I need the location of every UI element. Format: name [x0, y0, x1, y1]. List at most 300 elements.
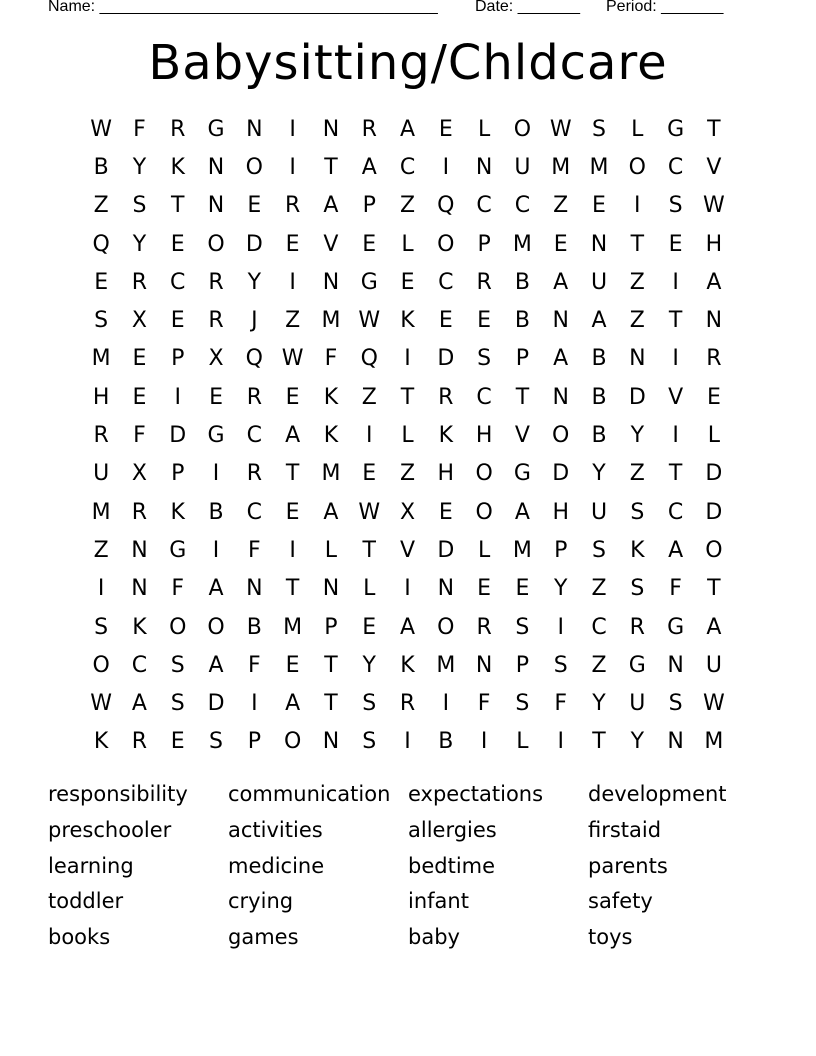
- grid-letter: M: [321, 461, 341, 487]
- grid-letter: T: [400, 384, 415, 410]
- grid-letter: N: [207, 193, 225, 219]
- grid-letter: T: [515, 384, 530, 410]
- worksheet-header: [48, 0, 748, 20]
- grid-letter: N: [552, 308, 569, 334]
- grid-letter: S: [94, 308, 109, 334]
- grid-letter: T: [707, 576, 721, 602]
- grid-letter: P: [324, 614, 338, 640]
- grid-letter: O: [475, 461, 493, 487]
- grid-letter: L: [477, 116, 491, 142]
- grid-letter: B: [591, 423, 607, 449]
- grid-letter: K: [400, 308, 415, 334]
- grid-letter: R: [476, 614, 492, 640]
- word-list-item: preschooler: [48, 817, 172, 842]
- grid-letter: U: [705, 652, 722, 678]
- grid-letter: V: [706, 154, 722, 180]
- grid-letter: O: [92, 652, 110, 678]
- grid-letter: W: [358, 308, 381, 334]
- grid-letter: G: [513, 461, 531, 487]
- word-list-item: expectations: [408, 782, 544, 806]
- grid-letter: U: [629, 691, 646, 717]
- grid-letter: D: [169, 423, 187, 449]
- page-title: Babysitting/Chldcare: [148, 35, 668, 91]
- grid-letter: N: [475, 652, 493, 678]
- grid-letter: Q: [92, 231, 110, 257]
- grid-letter: D: [245, 231, 263, 257]
- grid-letter: E: [285, 384, 300, 410]
- grid-letter: C: [246, 423, 263, 449]
- grid-letter: R: [706, 346, 722, 372]
- grid-letter: D: [552, 461, 570, 487]
- grid-letter: B: [591, 384, 607, 410]
- grid-letter: D: [207, 691, 225, 717]
- grid-letter: R: [170, 116, 186, 142]
- grid-letter: S: [515, 614, 530, 640]
- grid-letter: I: [404, 576, 411, 602]
- grid-letter: Q: [360, 346, 378, 372]
- grid-letter: H: [475, 423, 493, 449]
- grid-letter: Z: [93, 193, 109, 219]
- grid-letter: O: [437, 614, 455, 640]
- grid-letter: Z: [629, 461, 645, 487]
- grid-letter: I: [557, 729, 564, 755]
- grid-letter: I: [634, 193, 641, 219]
- grid-letter: U: [590, 499, 608, 525]
- grid-letter: I: [251, 691, 258, 717]
- grid-letter: M: [436, 652, 456, 678]
- grid-letter: D: [437, 537, 455, 563]
- grid-letter: O: [628, 154, 646, 180]
- grid-letter: P: [171, 346, 185, 372]
- grid-letter: N: [475, 154, 493, 180]
- grid-letter: M: [512, 537, 532, 563]
- grid-letter: N: [207, 154, 225, 180]
- grid-letter: O: [283, 729, 302, 755]
- grid-letter: B: [514, 308, 530, 334]
- grid-letter: K: [630, 537, 645, 563]
- grid-letter: I: [212, 537, 220, 563]
- grid-letter: A: [208, 576, 224, 602]
- grid-letter: Y: [630, 423, 645, 449]
- grid-letter: I: [212, 461, 220, 487]
- grid-letter: C: [476, 193, 492, 219]
- grid-letter: L: [631, 116, 644, 142]
- grid-letter: N: [322, 729, 340, 755]
- grid-letter: E: [362, 231, 377, 257]
- grid-letter: E: [170, 729, 185, 755]
- grid-letter: E: [668, 231, 683, 257]
- grid-letter: N: [131, 537, 148, 563]
- grid-letter: S: [362, 691, 377, 717]
- grid-letter: I: [442, 691, 450, 717]
- grid-letter: E: [592, 193, 606, 219]
- grid-letter: S: [630, 576, 645, 602]
- word-list-item: firstaid: [588, 817, 662, 842]
- grid-letter: E: [477, 308, 492, 334]
- word-list-item: learning: [48, 853, 134, 878]
- grid-letter: F: [171, 576, 185, 602]
- grid-letter: Y: [132, 154, 147, 180]
- grid-letter: S: [477, 346, 492, 372]
- grid-letter: S: [132, 193, 147, 219]
- grid-letter: S: [170, 652, 185, 678]
- grid-letter: Z: [629, 269, 645, 295]
- grid-letter: F: [477, 691, 491, 717]
- grid-letter: E: [438, 308, 453, 334]
- grid-letter: A: [131, 691, 147, 717]
- grid-letter: E: [170, 231, 185, 257]
- grid-letter: I: [404, 346, 411, 372]
- grid-letter: K: [323, 423, 339, 449]
- grid-letter: A: [706, 269, 722, 295]
- grid-letter: I: [480, 729, 488, 755]
- grid-letter: W: [281, 346, 304, 372]
- grid-letter: O: [207, 614, 225, 640]
- grid-letter: R: [476, 269, 492, 295]
- grid-letter: A: [323, 499, 339, 525]
- grid-letter: M: [91, 346, 111, 372]
- grid-letter: N: [667, 729, 684, 755]
- grid-letter: X: [131, 461, 147, 487]
- word-list-item: infant: [408, 889, 469, 914]
- grid-letter: A: [668, 537, 684, 563]
- grid-letter: K: [170, 154, 185, 180]
- grid-letter: T: [362, 537, 376, 563]
- grid-letter: D: [628, 384, 646, 410]
- grid-letter: I: [174, 384, 181, 410]
- grid-letter: A: [591, 308, 607, 334]
- grid-letter: A: [285, 423, 301, 449]
- grid-letter: E: [438, 116, 453, 142]
- grid-letter: V: [514, 423, 530, 449]
- grid-letter: A: [553, 269, 569, 295]
- word-list-item: baby: [408, 925, 460, 950]
- grid-letter: S: [553, 652, 568, 678]
- grid-letter: E: [132, 346, 147, 372]
- grid-letter: R: [246, 461, 262, 487]
- grid-letter: N: [246, 576, 263, 602]
- grid-letter: C: [438, 269, 454, 295]
- grid-letter: D: [705, 461, 723, 487]
- grid-letter: I: [442, 154, 450, 180]
- grid-letter: Q: [437, 193, 455, 219]
- grid-letter: I: [289, 269, 296, 295]
- grid-letter: F: [324, 346, 338, 372]
- grid-letter: R: [399, 691, 416, 717]
- grid-letter: F: [248, 652, 261, 678]
- grid-letter: R: [629, 614, 645, 640]
- grid-letter: T: [324, 691, 338, 717]
- grid-letter: T: [668, 461, 683, 487]
- grid-letter: L: [401, 231, 414, 257]
- grid-letter: U: [514, 154, 531, 180]
- grid-letter: J: [251, 308, 258, 334]
- grid-letter: A: [553, 346, 569, 372]
- word-list-item: crying: [228, 889, 294, 914]
- grid-letter: N: [322, 576, 340, 602]
- grid-letter: L: [516, 729, 529, 755]
- grid-letter: M: [704, 729, 724, 755]
- grid-letter: N: [705, 308, 723, 334]
- grid-letter: W: [90, 691, 113, 717]
- grid-letter: E: [362, 461, 377, 487]
- grid-letter: E: [94, 269, 109, 295]
- grid-letter: E: [247, 193, 262, 219]
- grid-letter: G: [360, 269, 378, 295]
- word-list-item: games: [228, 925, 299, 950]
- grid-letter: S: [592, 537, 606, 563]
- grid-letter: I: [672, 346, 679, 372]
- grid-letter: O: [207, 231, 225, 257]
- grid-letter: R: [131, 269, 148, 295]
- grid-letter: S: [592, 116, 606, 142]
- word-list-item: medicine: [228, 853, 325, 878]
- grid-letter: R: [361, 116, 377, 142]
- grid-letter: Y: [592, 461, 606, 487]
- grid-letter: S: [94, 614, 109, 640]
- grid-letter: V: [399, 537, 416, 563]
- grid-letter: M: [512, 231, 532, 257]
- grid-letter: E: [362, 614, 377, 640]
- date-field-label: Date: _______: [475, 0, 580, 15]
- grid-letter: E: [553, 231, 568, 257]
- grid-letter: R: [93, 423, 109, 449]
- grid-letter: C: [399, 154, 416, 180]
- grid-letter: I: [404, 729, 411, 755]
- grid-letter: G: [667, 116, 685, 142]
- grid-letter: N: [131, 576, 148, 602]
- grid-letter: R: [131, 729, 148, 755]
- word-list-item: allergies: [408, 817, 497, 842]
- grid-letter: S: [209, 729, 224, 755]
- grid-letter: H: [92, 384, 110, 410]
- grid-letter: Z: [591, 576, 607, 602]
- grid-letter: T: [285, 461, 300, 487]
- word-list-item: bedtime: [408, 853, 496, 878]
- grid-letter: A: [361, 154, 377, 180]
- grid-letter: B: [208, 499, 224, 525]
- grid-letter: F: [248, 537, 261, 563]
- grid-letter: X: [131, 308, 147, 334]
- grid-letter: L: [324, 537, 338, 563]
- grid-letter: I: [289, 537, 296, 563]
- grid-letter: R: [208, 308, 224, 334]
- grid-letter: I: [672, 269, 679, 295]
- grid-letter: C: [667, 499, 684, 525]
- grid-letter: Y: [630, 729, 645, 755]
- grid-letter: M: [283, 614, 303, 640]
- grid-letter: Y: [553, 576, 568, 602]
- grid-letter: R: [208, 269, 224, 295]
- period-field-label: Period: _______: [606, 0, 724, 15]
- grid-letter: N: [322, 116, 340, 142]
- grid-letter: W: [549, 116, 572, 142]
- grid-letter: H: [552, 499, 569, 525]
- grid-letter: K: [93, 729, 109, 755]
- grid-letter: L: [477, 537, 491, 563]
- grid-letter: E: [285, 499, 300, 525]
- grid-letter: S: [630, 499, 645, 525]
- grid-letter: B: [438, 729, 454, 755]
- grid-letter: A: [706, 614, 722, 640]
- grid-letter: P: [171, 461, 185, 487]
- grid-letter: G: [667, 614, 685, 640]
- grid-letter: S: [170, 691, 185, 717]
- grid-letter: O: [552, 423, 570, 449]
- grid-letter: O: [169, 614, 187, 640]
- grid-letter: I: [557, 614, 564, 640]
- grid-letter: Z: [553, 193, 569, 219]
- word-list-item: books: [48, 925, 111, 950]
- grid-letter: P: [515, 652, 530, 678]
- grid-letter: M: [321, 308, 341, 334]
- grid-letter: F: [133, 116, 146, 142]
- grid-letter: P: [247, 729, 261, 755]
- grid-letter: K: [323, 384, 339, 410]
- word-list-item: toddler: [48, 889, 124, 914]
- grid-letter: E: [706, 384, 721, 410]
- grid-letter: M: [91, 499, 111, 525]
- grid-letter: A: [208, 652, 224, 678]
- grid-letter: Z: [399, 461, 416, 487]
- grid-letter: I: [289, 116, 296, 142]
- grid-letter: R: [246, 384, 262, 410]
- grid-letter: W: [703, 691, 725, 717]
- grid-letter: T: [707, 116, 721, 142]
- grid-letter: T: [592, 729, 606, 755]
- word-list-item: activities: [228, 817, 323, 842]
- grid-letter: S: [668, 691, 683, 717]
- grid-letter: E: [285, 231, 300, 257]
- word-list: [48, 777, 768, 956]
- grid-letter: U: [590, 269, 608, 295]
- grid-letter: S: [668, 193, 683, 219]
- grid-letter: L: [707, 423, 721, 449]
- grid-letter: T: [171, 193, 185, 219]
- grid-letter: Q: [245, 346, 263, 372]
- grid-letter: V: [323, 231, 339, 257]
- grid-letter: A: [399, 614, 416, 640]
- grid-letter: X: [208, 346, 224, 372]
- grid-letter: C: [476, 384, 492, 410]
- grid-letter: A: [399, 116, 416, 142]
- grid-letter: T: [285, 576, 300, 602]
- grid-letter: O: [437, 231, 455, 257]
- grid-letter: P: [477, 231, 491, 257]
- grid-letter: T: [630, 231, 645, 257]
- grid-letter: E: [400, 269, 415, 295]
- grid-letter: G: [628, 652, 646, 678]
- grid-letter: Z: [285, 308, 301, 334]
- grid-letter: N: [590, 231, 608, 257]
- grid-letter: D: [705, 499, 723, 525]
- grid-letter: E: [170, 308, 185, 334]
- grid-letter: A: [285, 691, 301, 717]
- grid-letter: H: [437, 461, 455, 487]
- grid-letter: B: [591, 346, 607, 372]
- grid-letter: I: [289, 154, 296, 180]
- grid-letter: E: [477, 576, 492, 602]
- grid-letter: O: [705, 537, 723, 563]
- word-list-item: toys: [588, 925, 633, 950]
- grid-letter: P: [554, 537, 568, 563]
- grid-letter: Y: [362, 652, 376, 678]
- grid-letter: I: [365, 423, 373, 449]
- grid-letter: I: [97, 576, 105, 602]
- word-list-item: responsibility: [48, 782, 188, 806]
- word-list-item: communication: [228, 782, 391, 806]
- grid-letter: K: [400, 652, 415, 678]
- letter-grid: [82, 110, 733, 761]
- grid-letter: C: [131, 652, 148, 678]
- grid-letter: K: [170, 499, 185, 525]
- grid-letter: B: [93, 154, 109, 180]
- grid-letter: C: [591, 614, 607, 640]
- grid-letter: L: [401, 423, 414, 449]
- word-list-item: development: [588, 782, 727, 806]
- word-list-item: safety: [588, 889, 653, 914]
- grid-letter: B: [514, 269, 530, 295]
- grid-letter: E: [438, 499, 453, 525]
- grid-letter: Z: [361, 384, 377, 410]
- grid-letter: S: [362, 729, 377, 755]
- grid-letter: G: [169, 537, 187, 563]
- grid-letter: W: [90, 116, 113, 142]
- grid-letter: T: [668, 308, 683, 334]
- grid-letter: K: [132, 614, 147, 640]
- grid-letter: R: [284, 193, 301, 219]
- grid-letter: L: [363, 576, 376, 602]
- grid-letter: K: [438, 423, 454, 449]
- grid-letter: Y: [132, 231, 147, 257]
- grid-letter: C: [170, 269, 186, 295]
- grid-letter: N: [667, 652, 684, 678]
- grid-letter: T: [324, 154, 338, 180]
- grid-letter: C: [667, 154, 684, 180]
- grid-letter: N: [437, 576, 455, 602]
- grid-letter: I: [672, 423, 679, 449]
- grid-letter: C: [514, 193, 531, 219]
- grid-letter: Z: [629, 308, 645, 334]
- grid-letter: Y: [592, 691, 606, 717]
- grid-letter: A: [323, 193, 339, 219]
- grid-letter: V: [668, 384, 684, 410]
- grid-letter: U: [93, 461, 110, 487]
- grid-letter: E: [515, 576, 530, 602]
- grid-letter: N: [629, 346, 646, 372]
- word-list-item: parents: [588, 853, 668, 878]
- grid-letter: W: [358, 499, 381, 525]
- grid-letter: Z: [399, 193, 416, 219]
- grid-letter: O: [245, 154, 263, 180]
- grid-letter: N: [322, 269, 340, 295]
- grid-letter: T: [324, 652, 338, 678]
- grid-letter: H: [705, 231, 723, 257]
- grid-letter: S: [515, 691, 530, 717]
- grid-letter: E: [209, 384, 223, 410]
- grid-letter: Z: [93, 537, 109, 563]
- grid-letter: F: [669, 576, 682, 602]
- grid-letter: R: [131, 499, 148, 525]
- grid-letter: Y: [247, 269, 262, 295]
- grid-letter: G: [207, 116, 225, 142]
- grid-letter: F: [554, 691, 568, 717]
- grid-letter: N: [552, 384, 569, 410]
- grid-letter: R: [438, 384, 454, 410]
- grid-letter: F: [133, 423, 146, 449]
- grid-letter: C: [246, 499, 263, 525]
- grid-letter: M: [551, 154, 571, 180]
